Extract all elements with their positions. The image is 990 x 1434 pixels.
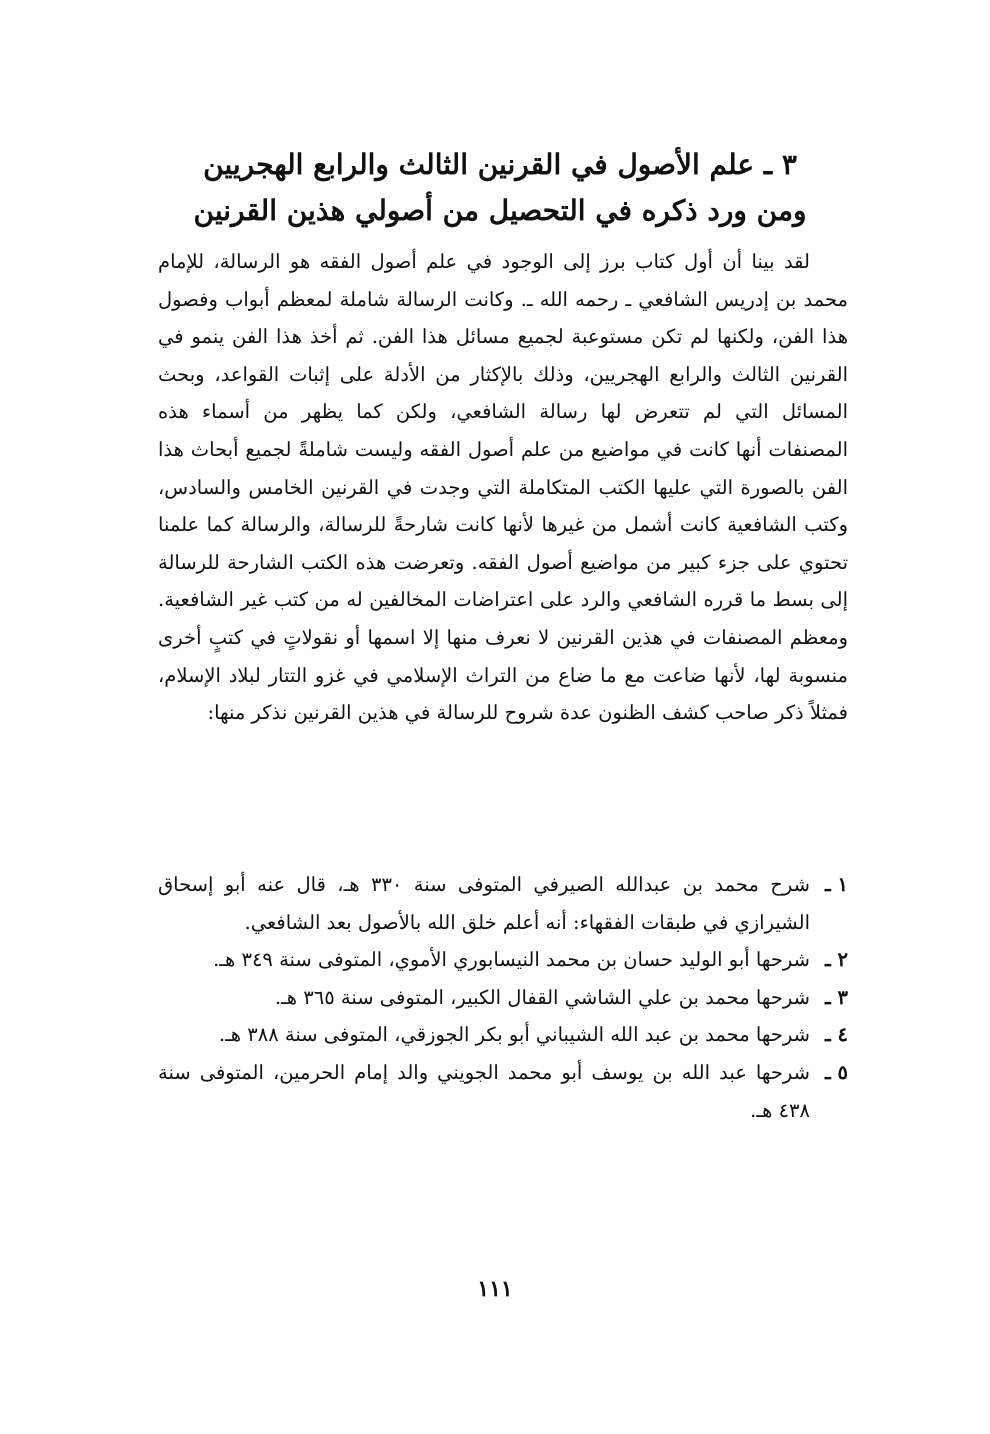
list-item-text: شرحها محمد بن علي الشاشي القفال الكبير، المتوفى سنة ٣٦٥ هـ. <box>274 985 810 1009</box>
list-item-number: ١ ـ <box>825 873 848 896</box>
commentaries-list <box>158 866 848 1129</box>
list-item-text: شرحها أبو الوليد حسان بن محمد النيسابوري الأموي، المتوفى سنة ٣٤٩ هـ. <box>213 948 810 972</box>
list-item-number: ٣ ـ <box>825 985 848 1009</box>
body-paragraph <box>158 243 848 732</box>
list-item-text: شرحها عبد الله بن يوسف أبو محمد الجويني والد إمام الحرمين، المتوفى سنة ٤٣٨ هـ. <box>158 1060 810 1122</box>
list-item-number: ٥ ـ <box>825 1060 848 1084</box>
page-number: ١١١ <box>477 1276 513 1302</box>
section-heading-line-1: ٣ ـ علم الأصول في القرنين الثالث والرابع الهجريين <box>203 148 797 181</box>
list-item <box>158 941 848 979</box>
section-heading <box>150 142 850 234</box>
section-heading-line-2: ومن ورد ذكره في التحصيل من أصولي هذين القرنين <box>193 194 807 227</box>
list-item-text: شرحها محمد بن عبد الله الشيباني أبو بكر الجوزقي، المتوفى سنة ٣٨٨ هـ. <box>218 1023 810 1047</box>
list-item <box>158 979 848 1017</box>
body-paragraph-text: لقد بينا أن أول كتاب برز إلى الوجود في علم أصول الفقه هو الرسالة، للإمام محمد بن إدريس الشافعي ـ رحمه الله ـ. وكانت الرسالة شاملة لمعظم أبواب وفصول هذا الفن، ولكنها لم تكن مستوعبة لجميع مسائل هذا الفن. ثم أخذ هذا الفن ينمو في القرنين الثالث والرابع الهجريين، وذلك بالإكثار من الأدلة على إثبات القواعد، وبحث المسائل التي لم تتعرض لها رسالة الشافعي، ولكن كما يظهر من أسماء هذه المصنفات أنها كانت في مواضيع من علم أصول الفقه وليست شاملةً لجميع أبحاث هذا الفن بالصورة التي عليها الكتب المتكاملة التي وجدت في القرنين الخامس والسادس، وكتب الشافعية كانت أشمل من غيرها لأنها كانت شارحةً للرسالة، والرسالة كما علمنا تحتوي على جزء كبير من مواضيع أصول الفقه. وتعرضت هذه الكتب الشارحة للرسالة إلى بسط ما قرره الشافعي والرد على اعتراضات المخالفين له من كتب غير الشافعية. ومعظم المصنفات في هذين القرنين لا نعرف منها إلا اسمها أو نقولاتٍ في كتبٍ أخرى منسوبة لها، لأنها ضاعت مع ما ضاع من التراث الإسلامي في غزو التتار لبلاد الإسلام، فمثلاً ذكر صاحب كشف الظنون عدة شروح للرسالة في هذين القرنين نذكر منها: <box>158 250 848 725</box>
list-item-number: ٢ ـ <box>825 948 848 972</box>
list-item <box>158 1016 848 1054</box>
list-item-text: شرح محمد بن عبدالله الصيرفي المتوفى سنة ٣٣٠ هـ، قال عنه أبو إسحاق الشيرازي في طبقات الفقهاء: أنه أعلم خلق الله بالأصول بعد الشافعي. <box>158 873 810 934</box>
list-item <box>158 866 848 941</box>
list-item-number: ٤ ـ <box>825 1023 848 1047</box>
list-item <box>158 1054 848 1129</box>
